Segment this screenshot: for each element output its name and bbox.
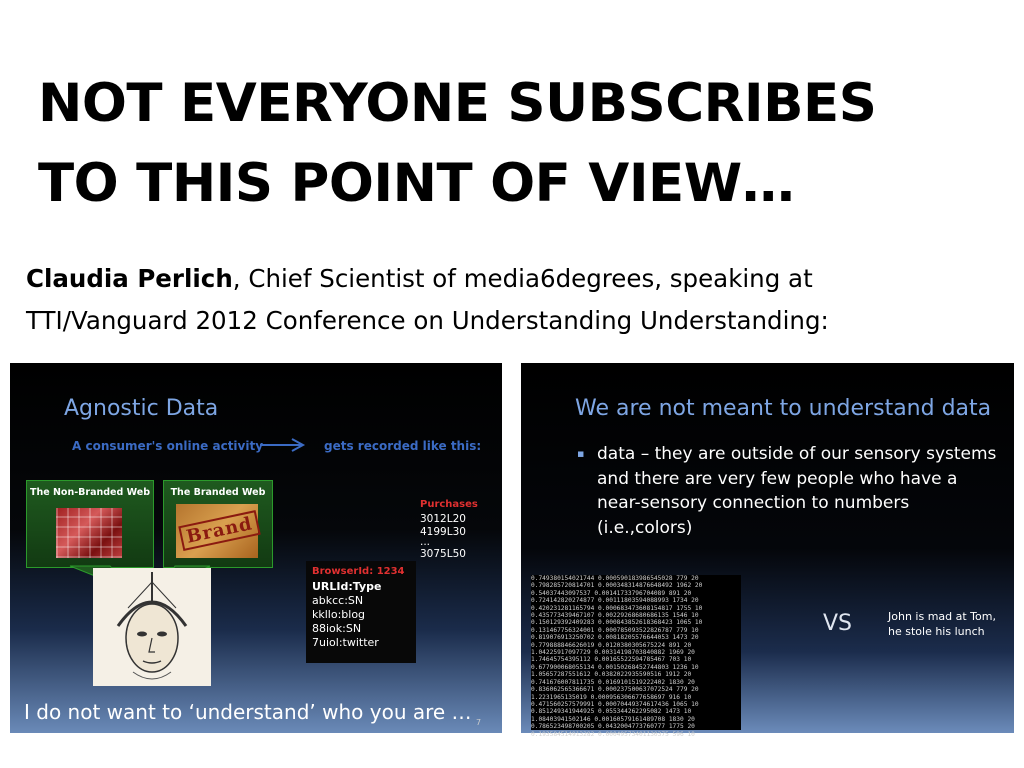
branded-label: The Branded Web: [170, 487, 266, 498]
purchase-item: 3075L50: [420, 548, 466, 560]
right-slide-title: We are not meant to understand data: [575, 396, 992, 421]
speaker-role: , Chief Scientist of media6degrees, speaking at: [232, 264, 813, 293]
number-row: 0.150129392409283 0.000843852618368423 1065 10: [531, 619, 703, 627]
number-row: 0.420231281165794 0.000683473608154817 1755 10: [531, 604, 703, 612]
bullet-icon: ▪: [577, 447, 585, 460]
number-row: 1.05657287551612 0.0382022935590516 1912 20: [531, 671, 692, 679]
number-row: 1.2231965135019 0.000956306677658697 916 10: [531, 693, 692, 701]
number-row: 0.749380154021744 0.000590183986545028 779 20: [531, 575, 699, 582]
number-row: 0.741676007811735 0.0169101519222402 1830 20: [531, 678, 695, 686]
website-grid-image: [56, 508, 122, 558]
slide-page-number: 7: [476, 718, 482, 727]
non-branded-label: The Non-Branded Web: [29, 487, 150, 498]
number-row: 1.74645754395112 0.00165522594785467 703 10: [531, 656, 692, 664]
purchases-title: Purchases: [420, 499, 478, 510]
number-row: 0.677900068055134 0.00150268452744803 1236 10: [531, 663, 699, 671]
raw-numbers-table: [531, 575, 741, 738]
number-row: 0.819076913250702 0.00818205576644053 1473 20: [531, 634, 699, 642]
url-record: abkcc:SN: [312, 594, 364, 607]
url-record: kkllo:blog: [312, 608, 366, 621]
number-row: 0.471560257579991 0.00070449374617436 1065 10: [531, 700, 699, 708]
brand-stamp-image: [176, 504, 258, 558]
brand-word: Brand: [178, 510, 261, 551]
left-slide-title: Agnostic Data: [64, 396, 219, 421]
non-branded-web-box: [26, 480, 154, 568]
purchase-item: 4199L30: [420, 526, 466, 538]
url-record: 88iok:SN: [312, 622, 362, 635]
branded-web-box: [163, 480, 273, 568]
number-row: 1.08403941502146 0.00160579161489708 1830 20: [531, 715, 695, 723]
purchase-item: ...: [420, 536, 431, 548]
purchase-item: 3012L20: [420, 513, 466, 525]
vs-label: VS: [823, 611, 853, 636]
number-row: 0.851249341944925 0.055344262295082 1473 10: [531, 708, 692, 716]
url-record: 7uiol:twitter: [312, 636, 379, 649]
number-row: 0.193584514913282 0.00049573401130375 596 10: [531, 730, 695, 738]
slide-title: [38, 64, 998, 224]
bullet-text: data – they are outside of our sensory systems and there are very few people who have a near-sensory connection to numbers (i.e.,colors): [597, 444, 997, 538]
number-row: 1.04225917097729 0.00314198703840882 1969 20: [531, 649, 695, 657]
speaker-name: Claudia Perlich: [26, 264, 233, 293]
attribution: [26, 258, 1006, 342]
left-slide-caption: I do not want to ‘understand’ who you are …: [24, 700, 472, 724]
number-row: 0.836062565366671 0.000237500637072524 779 20: [531, 686, 699, 694]
number-row: 0.435773439467107 0.00229268680686135 1546 10: [531, 612, 699, 620]
number-row: 0.798285720814701 0.000348314876648492 1962 20: [531, 582, 703, 590]
title-line-1: NOT EVERYONE SUBSCRIBES: [38, 73, 877, 134]
number-row: 0.131467756324001 0.000785093522826787 779 10: [531, 626, 699, 634]
right-arrow-icon: [260, 437, 306, 453]
url-type-header: URLId:Type: [312, 580, 382, 593]
conference-line: TTI/Vanguard 2012 Conference on Understanding Understanding:: [26, 306, 829, 335]
browser-id: BrowserId: 1234: [312, 566, 405, 577]
title-line-2: TO THIS POINT OF VIEW…: [38, 153, 795, 214]
number-row: 0.54037443097537 0.00141733796704089 891 20: [531, 589, 692, 597]
john-sentence: John is mad at Tom, he stole his lunch: [888, 610, 996, 638]
agnostic-data-slide: [10, 363, 502, 733]
number-row: 0.786523498700205 0.0432004773760777 1775 20: [531, 723, 695, 731]
activity-label: A consumer's online activity: [72, 439, 264, 453]
number-row: 0.779888846626019 0.0120380305675224 891 20: [531, 641, 692, 649]
recorded-label: gets recorded like this:: [324, 439, 482, 453]
understand-data-slide: [521, 363, 1014, 738]
number-row: 0.724142820274877 0.00111803594088993 1734 20: [531, 597, 699, 605]
phrenology-head-image: [93, 568, 211, 686]
